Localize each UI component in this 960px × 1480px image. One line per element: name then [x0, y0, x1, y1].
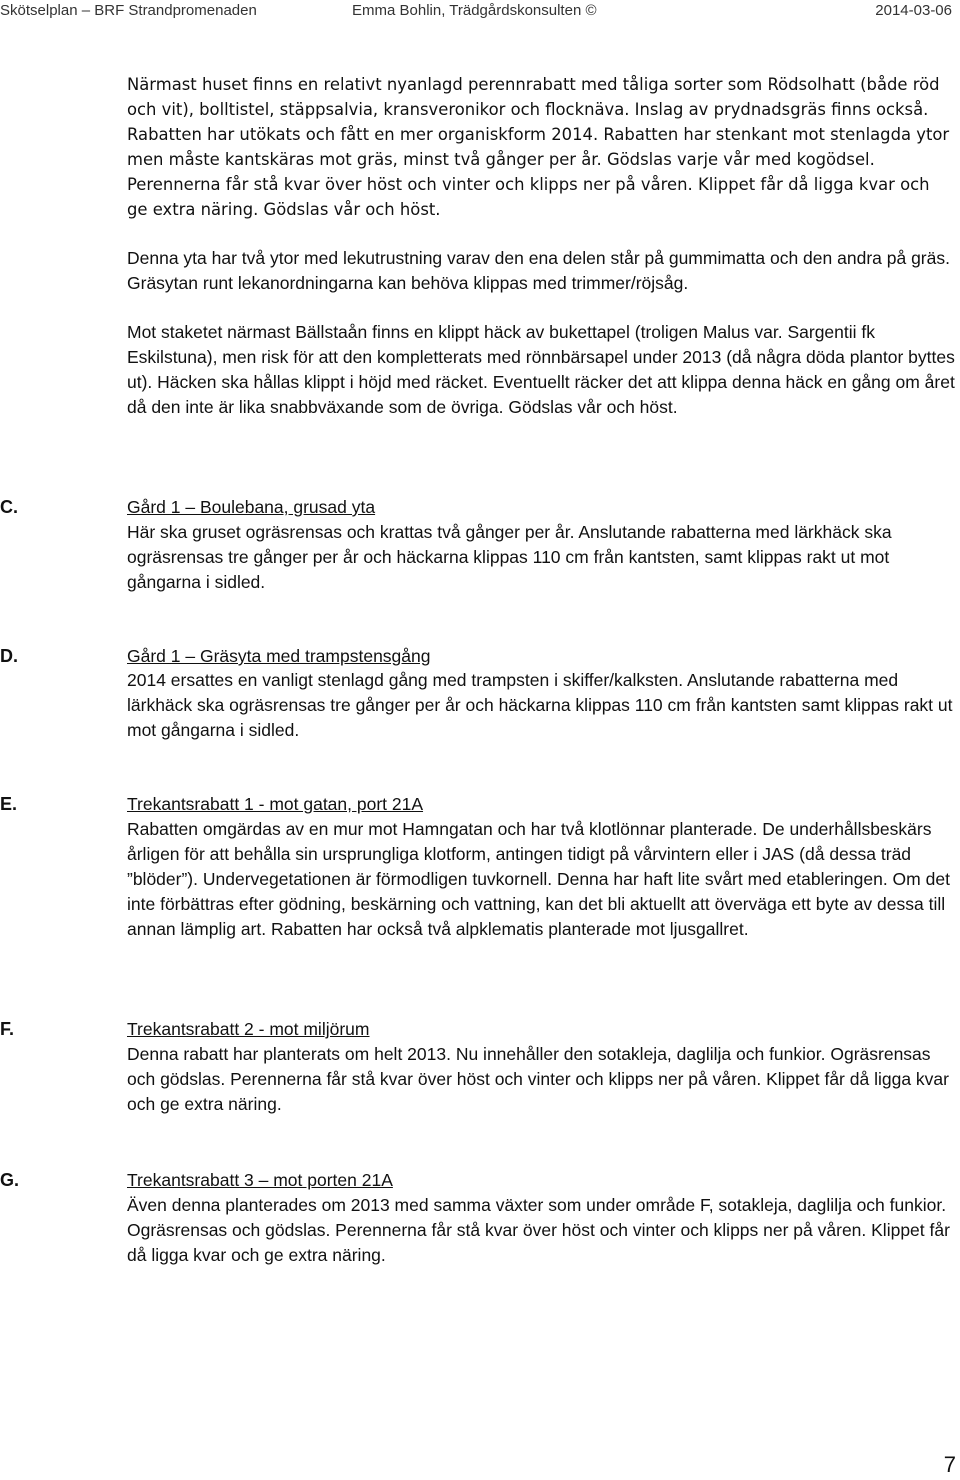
- page-number: 7: [943, 1452, 956, 1477]
- section-letter: F.: [0, 1019, 15, 1039]
- section-body: Denna rabatt har planterats om helt 2013. Nu innehåller den sotakleja, daglilja och funkior. Ogräsrensas och gödslas. Perennerna får stå kvar över höst och vinter och klipps ner på våren. Klippet får då ligga kvar och ge extra näring.: [127, 1044, 949, 1114]
- header-author: Emma Bohlin, Trädgårdskonsulten ©: [352, 2, 597, 19]
- header-document-title: Skötselplan – BRF Strandpromenaden: [0, 2, 257, 19]
- section-heading: Gård 1 – Boulebana, grusad yta: [127, 497, 376, 517]
- paragraph-hedge: Mot staketet närmast Bällstaån finns en klippt häck av bukettapel (troligen Malus var. Sargentii fk Eskilstuna), men risk för att den kompletterats med rönnbärsapel under 2013 (då några döda plantor byttes ut). Häcken ska hållas klippt i höjd med räcket. Eventuellt räcker det att klippa denna häck en gång om året då den inte är lika snabbväxande som de övriga. Gödslas vår och höst.: [127, 322, 955, 417]
- section-letter: G.: [0, 1170, 20, 1190]
- header-date: 2014-03-06: [875, 2, 952, 19]
- paragraph-play-area: Denna yta har två ytor med lekutrustning varav den ena delen står på gummimatta och den andra på gräs. Gräsytan runt lekanordningarna kan behöva klippas med trimmer/röjsåg.: [127, 248, 950, 293]
- section-letter: D.: [0, 646, 18, 666]
- section-letter: E.: [0, 794, 18, 814]
- section-body: 2014 ersattes en vanligt stenlagd gång med trampsten i skiffer/kalksten. Anslutande rabatterna med lärkhäck ska ogräsrensas tre gånger per år och häckarna klippas 110 cm från kantsten samt klippas rakt ut mot gångarna i sidled.: [127, 670, 953, 740]
- section-body: Rabatten omgärdas av en mur mot Hamngatan och har två klotlönnar planterade. De underhållsbeskärs årligen för att behålla sin ursprungliga klotform, antingen tidigt på vårvintern eller i JAS (då dessa träd ”blöder”). Undervegetationen är förmodligen tuvkornell. Denna har haft lite svårt med etableringen. Om det inte förbättras efter gödning, beskärning och vattning, kan det bli aktuellt att överväga ett byte av dessa till annan lämplig art. Rabatten har också två alpklematis planterade mot ljusgallret.: [127, 819, 950, 939]
- section-body: Här ska gruset ogräsrensas och krattas två gånger per år. Anslutande rabatterna med lärkhäck ska ogräsrensas tre gånger per år och häckarna klippas 110 cm från kantsten, samt klippas rakt ut mot gångarna i sidled.: [127, 522, 892, 592]
- paragraph-perennial-bed: Närmast huset finns en relativt nyanlagd perennrabatt med tåliga sorter som Rödsolhatt (både röd och vit), bolltistel, stäppsalvia, kransveronikor och flocknäva. Inslag av prydnadsgräs finns också. Rabatten har utökats och fått en mer organiskform 2014. Rabatten har stenkant mot stenlagda ytor men måste kantskäras mot gräs, minst två gånger per år. Gödslas varje vår med kogödsel. Perennerna får stå kvar över höst och vinter och klipps ner på våren. Klippet får då ligga kvar och ge extra näring. Gödslas vår och höst.: [127, 75, 950, 219]
- section-heading: Trekantsrabatt 3 – mot porten 21A: [127, 1170, 393, 1190]
- section-heading: Gård 1 – Gräsyta med trampstensgång: [127, 646, 431, 666]
- section-heading: Trekantsrabatt 1 - mot gatan, port 21A: [127, 794, 424, 814]
- section-heading: Trekantsrabatt 2 - mot miljörum: [127, 1019, 370, 1039]
- page-header: [0, 0, 960, 25]
- section-body: Även denna planterades om 2013 med samma växter som under område F, sotakleja, daglilja och funkior. Ogräsrensas och gödslas. Perennerna får stå kvar över höst och vinter och klipps ner på våren. Klippet får då ligga kvar och ge extra näring.: [127, 1195, 950, 1265]
- section-letter: C.: [0, 497, 18, 517]
